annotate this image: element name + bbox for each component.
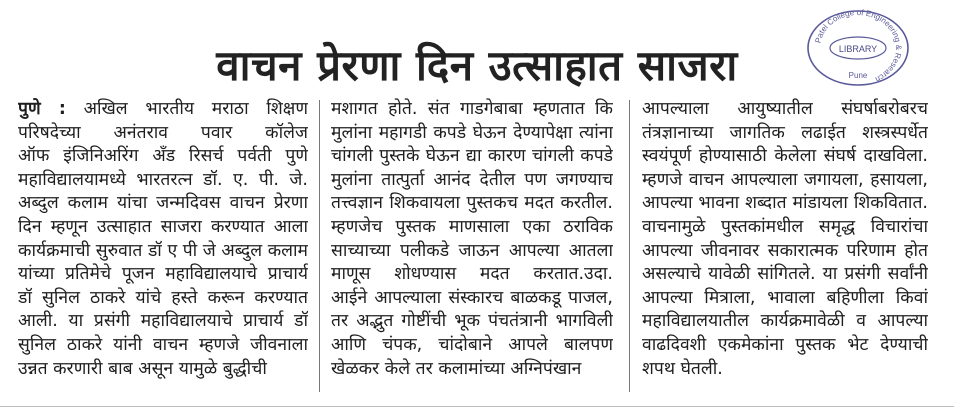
article-line: मुलांना महागडी कपडे घेऊन देण्यापेक्षा त्यांना [331, 122, 613, 143]
article-line: मशागत होते. संत गाडगेबाबा म्हणतात कि [331, 99, 613, 119]
article-line: अब्दुल कलाम यांचा जन्मदिवस वाचन प्रेरणा [18, 193, 308, 214]
article-line: कार्यक्रमाची सुरुवात डॉ ए पी जे अब्दुल कलाम [18, 240, 308, 261]
article-line-text: अखिल भारतीय मराठा शिक्षण [83, 99, 308, 119]
article-line: मुलांना तात्पुर्ता आनंद देतील पण जगण्याच [331, 169, 613, 190]
article-line: वाढदिवशी एकमेकांना पुस्तक भेट देण्याची [642, 334, 928, 355]
article-line: स्वयंपूर्ण होण्यासाठी केलेला संघर्ष दाखविला. [642, 146, 928, 167]
article-line: दिन म्हणून उत्साहात साजरा करण्यात आला [18, 216, 308, 237]
article-line: महाविद्यालयामध्ये भारतरत्न डॉ. ए. पी. जे. [18, 169, 308, 190]
article-column-1 [18, 98, 308, 381]
article-line: तर अद्भुत गोष्टींची भूक पंचतंत्रानी भागविली [331, 311, 613, 332]
article-line: यांच्या प्रतिमेचे पूजन महाविद्यालयाचे प्राचार्य [18, 264, 308, 285]
article-line: खेळकर केले तर कलामांच्या अग्निपंखान [331, 358, 582, 379]
article-line: ऑफ इंजिनिअरिंग अँड रिसर्च पर्वती पुणे [18, 146, 308, 167]
article-line: आपल्या मित्राला, भावाला बहिणीला किवां [642, 287, 928, 308]
article-line: सुनिल ठाकरे यांनी वाचन म्हणजे जीवनाला [18, 334, 308, 355]
stamp-bottom-text: Pune [848, 71, 868, 80]
article-line: उन्नत करणारी बाब असून यामुळे बुद्धीची [18, 358, 267, 379]
article-line: आपल्या जीवनावर सकारात्मक परिणाम होत [642, 240, 928, 261]
column-divider [629, 100, 630, 392]
article-line: माणूस शोधण्यास मदत करतात.उदा. [331, 264, 613, 285]
article-line: वाचनामुळे पुस्तकांमधील समृद्ध विचारांचा [642, 216, 928, 237]
article-line: आपल्या भावना शब्दात मांडायला शिकवितात. [642, 193, 928, 214]
article-line: आपल्याला आयुष्यातील संघर्षाबरोबरच [642, 99, 928, 119]
column-divider [319, 100, 320, 392]
article-line: म्हणजे वाचन आपल्याला जगायला, हसायला, [642, 169, 928, 190]
stamp-center-text: LIBRARY [838, 44, 878, 54]
article-line: असल्याचे यावेळी सांगितले. या प्रसंगी सर्वांनी [642, 264, 928, 285]
article-line: परिषदेच्या अनंतराव पवार कॉलेज [18, 122, 308, 143]
library-stamp [802, 8, 914, 88]
article-line: तंत्रज्ञानाच्या जागतिक लढाईत शस्त्रस्पर्धेत [642, 122, 928, 143]
article-line: आली. या प्रसंगी महाविद्यालयाचे प्राचार्य डॉ [18, 311, 308, 332]
article-line: डॉ सुनिल ठाकरे यांचे हस्ते करून करण्यात [18, 287, 308, 308]
article-column-3 [642, 98, 928, 381]
dateline: पुणे : [18, 99, 66, 119]
stamp-ring-text: Patel College of Engineering & Research [813, 8, 904, 84]
article-line: आणि चंपक, चांदोबाने आपले बालपण [331, 334, 613, 355]
bottom-rule [0, 406, 954, 407]
article-line: शपथ घेतली. [642, 358, 723, 379]
article-line: साच्याच्या पलीकडे जाऊन आपल्या आतला [331, 240, 613, 261]
headline: वाचन प्रेरणा दिन उत्साहात साजरा [216, 41, 738, 90]
article-column-2 [331, 98, 613, 381]
article-line: चांगली पुस्तके घेऊन द्या कारण चांगली कपडे [331, 146, 613, 167]
article-line [18, 98, 308, 122]
article-line: म्हणजेच पुस्तक माणसाला एका ठराविक [331, 216, 613, 237]
article-line: महाविद्यालयातील कार्यक्रमावेळी व आपल्या [642, 311, 928, 332]
article-line: तत्त्वज्ञान शिकवायला पुस्तकच मदत करतील. [331, 193, 613, 214]
article-line: आईने आपल्याला संस्कारच बाळकडू पाजल, [331, 287, 613, 308]
